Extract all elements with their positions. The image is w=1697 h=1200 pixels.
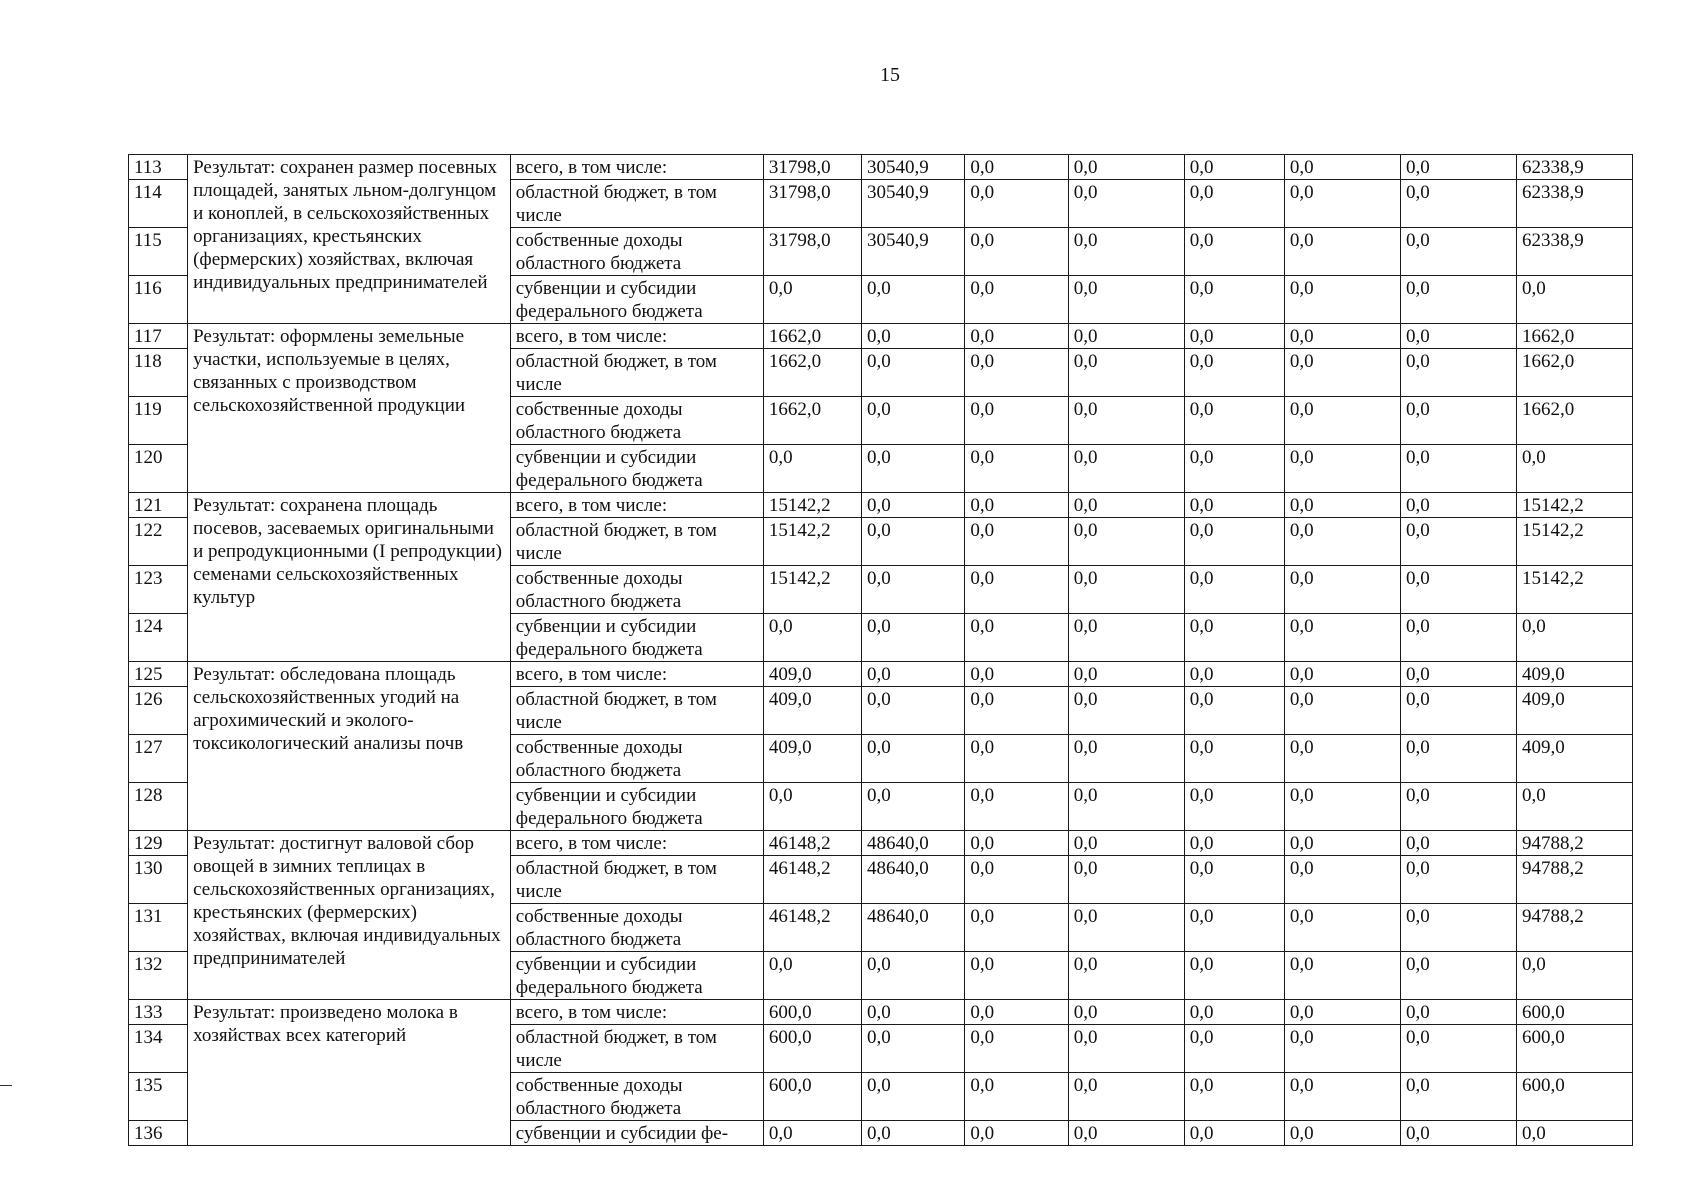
table-row [129,324,1633,349]
row-number: 128 [129,783,188,831]
row-number: 120 [129,445,188,493]
amount-cell: 409,0 [763,662,861,687]
amount-total: 0,0 [1516,445,1632,493]
amount-cell: 0,0 [1068,614,1184,662]
row-number: 113 [129,155,188,180]
amount-cell: 0,0 [1400,228,1516,276]
amount-cell: 0,0 [1400,155,1516,180]
amount-cell: 409,0 [763,735,861,783]
amount-cell: 0,0 [965,349,1068,397]
amount-cell: 0,0 [862,324,965,349]
amount-cell: 0,0 [1400,324,1516,349]
amount-cell: 0,0 [1284,397,1400,445]
amount-total: 1662,0 [1516,324,1632,349]
amount-cell: 0,0 [1184,349,1284,397]
amount-cell: 0,0 [862,493,965,518]
amount-cell: 0,0 [763,276,861,324]
amount-cell: 0,0 [965,276,1068,324]
amount-total: 94788,2 [1516,856,1632,904]
amount-total: 62338,9 [1516,180,1632,228]
amount-cell: 0,0 [965,155,1068,180]
amount-cell: 0,0 [1284,155,1400,180]
amount-cell: 15142,2 [763,566,861,614]
table-row [129,155,1633,180]
funding-source: субвенции и субсидии федерального бюджета [510,445,763,493]
amount-cell: 0,0 [1400,735,1516,783]
amount-cell: 0,0 [1068,397,1184,445]
amount-cell: 0,0 [862,1073,965,1121]
amount-cell: 0,0 [1284,518,1400,566]
funding-source: собственные доходы областного бюджета [510,735,763,783]
amount-cell: 0,0 [1284,856,1400,904]
amount-cell: 48640,0 [862,856,965,904]
amount-cell: 0,0 [965,735,1068,783]
amount-total: 0,0 [1516,783,1632,831]
amount-cell: 0,0 [1400,904,1516,952]
amount-cell: 0,0 [1400,1025,1516,1073]
row-number: 131 [129,904,188,952]
amount-total: 600,0 [1516,1073,1632,1121]
amount-cell: 0,0 [1284,783,1400,831]
amount-cell: 0,0 [1184,1073,1284,1121]
funding-source: субвенции и субсидии федерального бюджета [510,952,763,1000]
amount-cell: 409,0 [763,687,861,735]
row-number: 127 [129,735,188,783]
amount-cell: 0,0 [965,493,1068,518]
amount-cell: 0,0 [1068,687,1184,735]
table-row [129,493,1633,518]
amount-cell: 0,0 [1400,349,1516,397]
funding-source: субвенции и субсидии федерального бюджета [510,783,763,831]
amount-cell: 0,0 [965,324,1068,349]
amount-cell: 30540,9 [862,228,965,276]
budget-table-body [129,155,1633,1146]
amount-cell: 0,0 [862,1121,965,1146]
row-number: 136 [129,1121,188,1146]
amount-cell: 0,0 [1284,349,1400,397]
amount-cell: 0,0 [965,662,1068,687]
amount-cell: 0,0 [1068,1025,1184,1073]
funding-source: всего, в том числе: [510,324,763,349]
amount-cell: 0,0 [862,662,965,687]
amount-cell: 0,0 [1400,566,1516,614]
amount-cell: 0,0 [965,445,1068,493]
amount-cell: 0,0 [1284,180,1400,228]
amount-cell: 0,0 [1184,228,1284,276]
amount-cell: 0,0 [1068,493,1184,518]
amount-cell: 0,0 [1068,518,1184,566]
amount-cell: 0,0 [965,228,1068,276]
amount-cell: 0,0 [862,614,965,662]
amount-cell: 0,0 [965,687,1068,735]
amount-cell: 0,0 [965,952,1068,1000]
row-number: 133 [129,1000,188,1025]
amount-cell: 48640,0 [862,904,965,952]
amount-cell: 48640,0 [862,831,965,856]
amount-cell: 0,0 [862,397,965,445]
amount-cell: 0,0 [1184,831,1284,856]
amount-total: 0,0 [1516,1121,1632,1146]
amount-cell: 0,0 [965,180,1068,228]
row-number: 118 [129,349,188,397]
result-description: Результат: сохранена площадь посевов, засеваемых оригинальными и репродукционными (I репродукции) семенами сельскохозяйственных культур [188,493,511,662]
funding-source: областной бюджет, в том числе [510,518,763,566]
amount-cell: 0,0 [1068,155,1184,180]
amount-cell: 0,0 [1184,687,1284,735]
row-number: 117 [129,324,188,349]
amount-cell: 0,0 [1400,493,1516,518]
amount-cell: 0,0 [1184,493,1284,518]
funding-source: собственные доходы областного бюджета [510,397,763,445]
amount-cell: 0,0 [1284,1121,1400,1146]
amount-cell: 0,0 [1400,856,1516,904]
amount-cell: 600,0 [763,1073,861,1121]
amount-cell: 0,0 [1184,614,1284,662]
amount-cell: 0,0 [1184,1000,1284,1025]
amount-cell: 0,0 [1284,445,1400,493]
amount-cell: 1662,0 [763,324,861,349]
page-number: 15 [880,64,900,86]
amount-cell: 0,0 [1400,1000,1516,1025]
amount-cell: 0,0 [1400,518,1516,566]
amount-cell: 0,0 [1284,1000,1400,1025]
funding-source: всего, в том числе: [510,155,763,180]
amount-cell: 0,0 [1068,349,1184,397]
row-number: 116 [129,276,188,324]
row-number: 121 [129,493,188,518]
funding-source: собственные доходы областного бюджета [510,566,763,614]
amount-cell: 0,0 [1068,662,1184,687]
amount-cell: 0,0 [763,445,861,493]
amount-cell: 600,0 [763,1000,861,1025]
amount-cell: 0,0 [965,614,1068,662]
funding-source: субвенции и субсидии федерального бюджета [510,276,763,324]
amount-cell: 0,0 [1284,687,1400,735]
amount-cell: 0,0 [1068,783,1184,831]
amount-cell: 0,0 [965,1073,1068,1121]
amount-cell: 0,0 [1400,180,1516,228]
amount-total: 94788,2 [1516,831,1632,856]
amount-cell: 15142,2 [763,493,861,518]
amount-cell: 31798,0 [763,180,861,228]
amount-cell: 46148,2 [763,831,861,856]
amount-cell: 0,0 [1184,662,1284,687]
amount-cell: 0,0 [1184,180,1284,228]
row-number: 132 [129,952,188,1000]
amount-cell: 0,0 [965,783,1068,831]
funding-source: собственные доходы областного бюджета [510,1073,763,1121]
amount-cell: 0,0 [1184,397,1284,445]
amount-cell: 0,0 [1068,566,1184,614]
row-number: 135 [129,1073,188,1121]
amount-cell: 0,0 [862,1000,965,1025]
amount-cell: 0,0 [1400,952,1516,1000]
amount-cell: 0,0 [1400,276,1516,324]
amount-cell: 0,0 [1068,324,1184,349]
amount-cell: 0,0 [1400,397,1516,445]
amount-cell: 0,0 [1184,566,1284,614]
amount-total: 94788,2 [1516,904,1632,952]
amount-total: 0,0 [1516,952,1632,1000]
amount-cell: 0,0 [1284,831,1400,856]
funding-source: областной бюджет, в том числе [510,1025,763,1073]
budget-table [128,154,1633,1146]
amount-cell: 0,0 [1400,445,1516,493]
amount-cell: 0,0 [1068,831,1184,856]
amount-cell: 0,0 [1184,518,1284,566]
amount-total: 409,0 [1516,662,1632,687]
amount-cell: 0,0 [862,783,965,831]
amount-cell: 0,0 [1068,228,1184,276]
amount-cell: 15142,2 [763,518,861,566]
amount-cell: 0,0 [862,445,965,493]
margin-mark [0,1085,12,1086]
amount-cell: 0,0 [1284,276,1400,324]
row-number: 124 [129,614,188,662]
amount-cell: 0,0 [763,783,861,831]
amount-cell: 0,0 [1184,324,1284,349]
amount-cell: 0,0 [1284,566,1400,614]
result-description: Результат: оформлены земельные участки, используемые в целях, связанных с производством сельскохозяйственной продукции [188,324,511,493]
funding-source: субвенции и субсидии федерального бюджета [510,614,763,662]
funding-source: областной бюджет, в том числе [510,180,763,228]
amount-cell: 0,0 [763,1121,861,1146]
funding-source: всего, в том числе: [510,1000,763,1025]
amount-cell: 0,0 [965,566,1068,614]
amount-cell: 0,0 [1400,662,1516,687]
amount-cell: 0,0 [965,1025,1068,1073]
amount-cell: 0,0 [862,276,965,324]
amount-cell: 0,0 [1284,493,1400,518]
amount-cell: 0,0 [1284,735,1400,783]
funding-source: областной бюджет, в том числе [510,349,763,397]
amount-cell: 0,0 [965,1121,1068,1146]
amount-cell: 0,0 [1184,1121,1284,1146]
amount-cell: 0,0 [1400,614,1516,662]
amount-cell: 0,0 [1184,445,1284,493]
result-description: Результат: достигнут валовой сбор овощей в зимних теплицах в сельскохозяйственных организациях, крестьянских (фермерских) хозяйствах, включая индивидуальных предпринимателей [188,831,511,1000]
amount-cell: 46148,2 [763,904,861,952]
amount-total: 600,0 [1516,1025,1632,1073]
amount-total: 1662,0 [1516,349,1632,397]
amount-cell: 0,0 [965,1000,1068,1025]
amount-cell: 0,0 [1184,276,1284,324]
amount-cell: 0,0 [862,687,965,735]
row-number: 126 [129,687,188,735]
amount-cell: 0,0 [862,566,965,614]
amount-cell: 0,0 [965,518,1068,566]
row-number: 119 [129,397,188,445]
amount-total: 0,0 [1516,276,1632,324]
amount-cell: 0,0 [1400,1073,1516,1121]
result-description: Результат: произведено молока в хозяйствах всех категорий [188,1000,511,1146]
amount-cell: 1662,0 [763,349,861,397]
amount-cell: 0,0 [862,735,965,783]
amount-cell: 0,0 [1068,445,1184,493]
row-number: 130 [129,856,188,904]
funding-source: всего, в том числе: [510,662,763,687]
amount-cell: 46148,2 [763,856,861,904]
amount-cell: 0,0 [1400,687,1516,735]
amount-cell: 0,0 [1284,228,1400,276]
table-row [129,1000,1633,1025]
amount-cell: 0,0 [1068,856,1184,904]
amount-cell: 0,0 [862,349,965,397]
amount-cell: 0,0 [1284,324,1400,349]
amount-total: 15142,2 [1516,566,1632,614]
amount-cell: 0,0 [1068,1121,1184,1146]
amount-total: 62338,9 [1516,155,1632,180]
amount-cell: 0,0 [1284,904,1400,952]
amount-cell: 0,0 [965,397,1068,445]
amount-cell: 0,0 [1184,783,1284,831]
amount-total: 0,0 [1516,614,1632,662]
amount-cell: 0,0 [763,614,861,662]
amount-cell: 30540,9 [862,155,965,180]
funding-source: областной бюджет, в том числе [510,856,763,904]
result-description: Результат: сохранен размер посевных площадей, занятых льном-долгунцом и коноплей, в сельскохозяйственных организациях, крестьянских (фермерских) хозяйствах, включая индивидуальных предпринимателей [188,155,511,324]
amount-cell: 0,0 [965,904,1068,952]
funding-source: субвенции и субсидии фе- [510,1121,763,1146]
amount-total: 409,0 [1516,687,1632,735]
row-number: 114 [129,180,188,228]
amount-cell: 0,0 [1184,155,1284,180]
row-number: 125 [129,662,188,687]
amount-total: 409,0 [1516,735,1632,783]
amount-total: 15142,2 [1516,518,1632,566]
amount-cell: 0,0 [1068,1000,1184,1025]
amount-cell: 0,0 [1184,735,1284,783]
row-number: 134 [129,1025,188,1073]
amount-cell: 0,0 [1400,831,1516,856]
amount-total: 600,0 [1516,1000,1632,1025]
amount-total: 1662,0 [1516,397,1632,445]
result-description: Результат: обследована площадь сельскохозяйственных угодий на агрохимический и эколого-токсикологический анализы почв [188,662,511,831]
amount-cell: 0,0 [965,831,1068,856]
amount-cell: 0,0 [1284,662,1400,687]
amount-cell: 0,0 [1068,735,1184,783]
amount-cell: 0,0 [1400,1121,1516,1146]
row-number: 129 [129,831,188,856]
amount-cell: 0,0 [1284,614,1400,662]
amount-cell: 0,0 [1284,952,1400,1000]
amount-cell: 1662,0 [763,397,861,445]
amount-cell: 600,0 [763,1025,861,1073]
amount-cell: 0,0 [1284,1025,1400,1073]
table-row [129,831,1633,856]
row-number: 123 [129,566,188,614]
amount-cell: 0,0 [862,1025,965,1073]
amount-cell: 0,0 [1068,904,1184,952]
funding-source: областной бюджет, в том числе [510,687,763,735]
amount-cell: 31798,0 [763,228,861,276]
amount-cell: 30540,9 [862,180,965,228]
row-number: 115 [129,228,188,276]
amount-cell: 0,0 [965,856,1068,904]
funding-source: всего, в том числе: [510,831,763,856]
amount-cell: 0,0 [862,518,965,566]
amount-cell: 0,0 [1184,904,1284,952]
funding-source: всего, в том числе: [510,493,763,518]
amount-cell: 0,0 [1184,952,1284,1000]
amount-cell: 31798,0 [763,155,861,180]
funding-source: собственные доходы областного бюджета [510,228,763,276]
amount-total: 15142,2 [1516,493,1632,518]
amount-cell: 0,0 [1068,1073,1184,1121]
amount-cell: 0,0 [1400,783,1516,831]
amount-cell: 0,0 [1184,856,1284,904]
funding-source: собственные доходы областного бюджета [510,904,763,952]
amount-cell: 0,0 [1284,1073,1400,1121]
table-row [129,662,1633,687]
row-number: 122 [129,518,188,566]
amount-cell: 0,0 [1068,276,1184,324]
amount-cell: 0,0 [1184,1025,1284,1073]
amount-total: 62338,9 [1516,228,1632,276]
amount-cell: 0,0 [763,952,861,1000]
amount-cell: 0,0 [1068,180,1184,228]
amount-cell: 0,0 [1068,952,1184,1000]
amount-cell: 0,0 [862,952,965,1000]
